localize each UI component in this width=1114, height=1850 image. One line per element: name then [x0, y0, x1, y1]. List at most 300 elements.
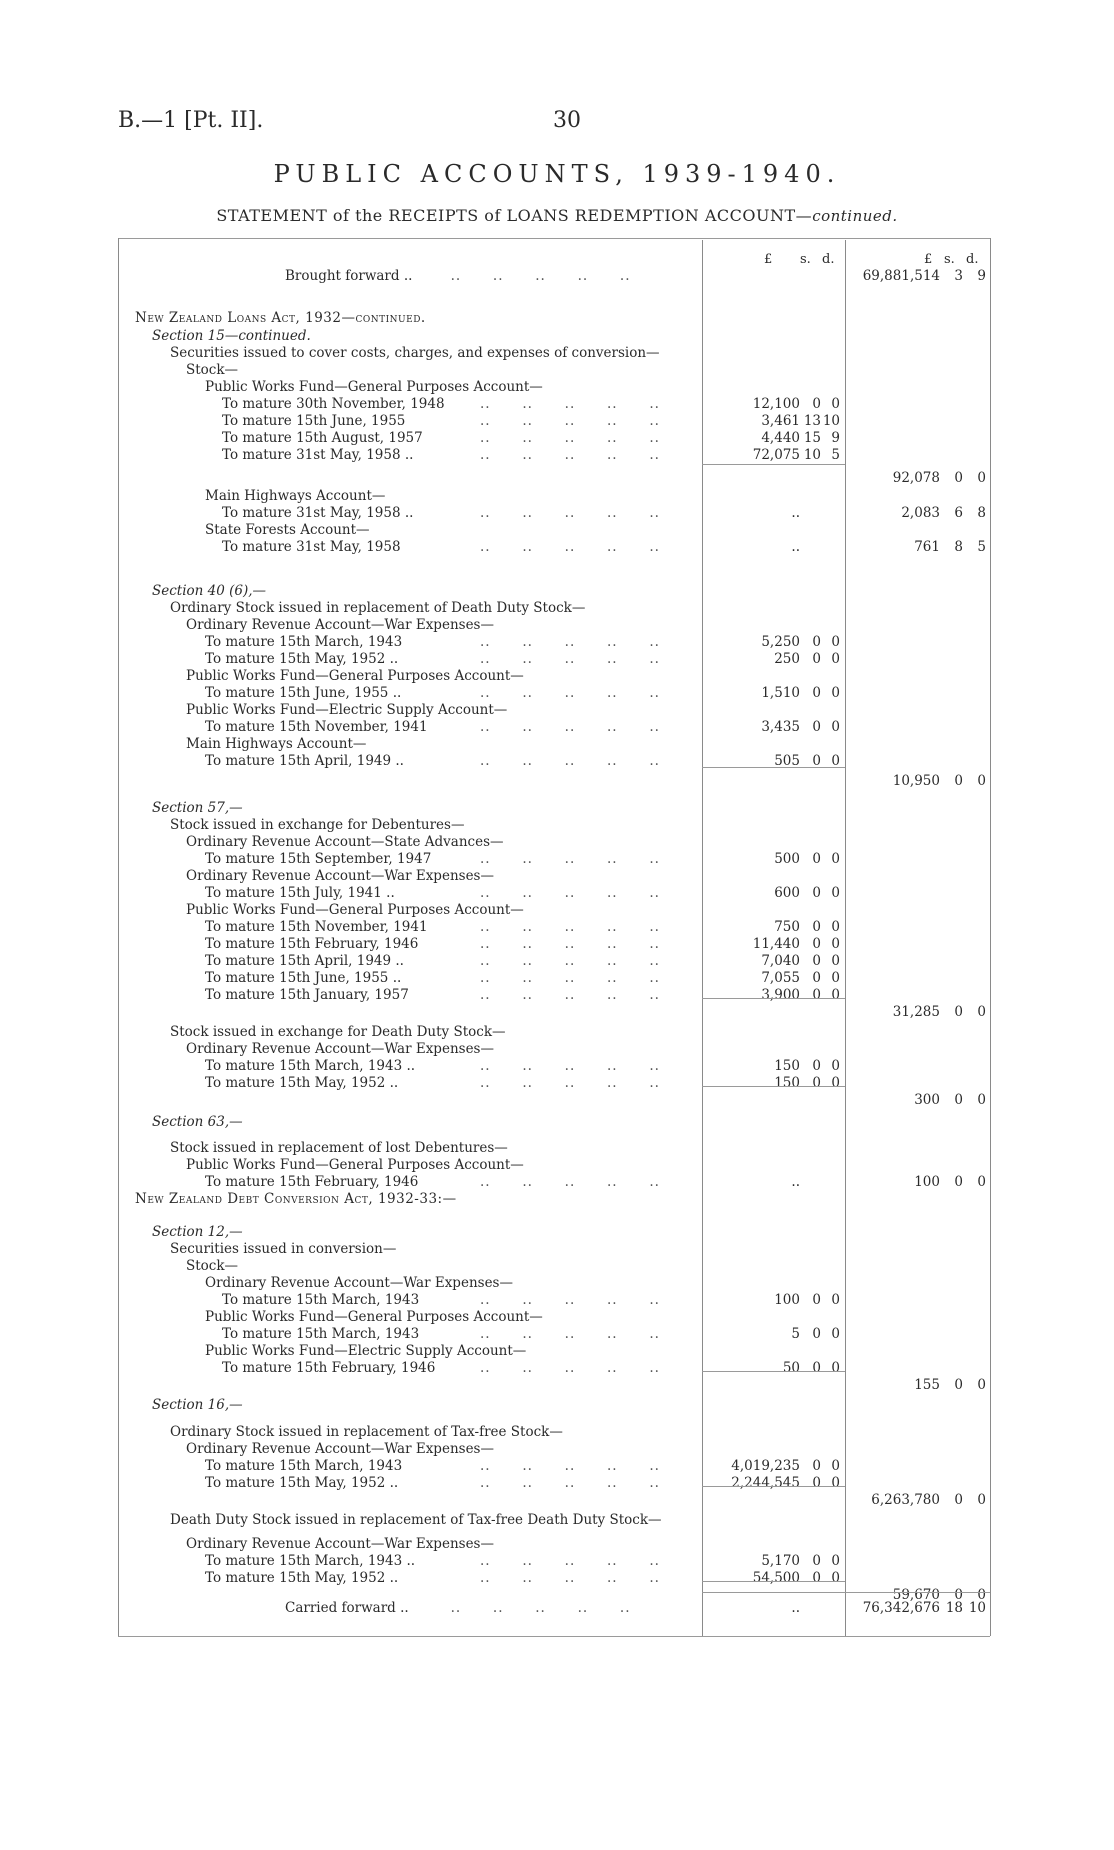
col1-pounds: ..: [791, 1174, 800, 1190]
col2-pounds: 300: [914, 1092, 940, 1108]
col1-pounds: 72,075: [752, 447, 800, 463]
col1-pounds: 11,440: [752, 936, 800, 952]
row-label: Ordinary Revenue Account—War Expenses—: [205, 1275, 513, 1291]
subtotal-rule: [702, 1086, 845, 1087]
col1-pounds: 50: [782, 1360, 800, 1376]
col1-shillings: 0: [812, 851, 821, 867]
col1-pounds: 3,435: [761, 719, 800, 735]
col2-pounds: 2,083: [901, 505, 940, 521]
col1-pounds: ..: [791, 539, 800, 555]
col1-shillings: 0: [812, 953, 821, 969]
row-label: Ordinary Stock issued in replacement of Tax-free Stock—: [170, 1424, 563, 1440]
leader-dots: .. .. .. .. ..: [480, 919, 660, 935]
ledger-row: [0, 970, 1114, 986]
leader-dots: .. .. .. .. ..: [440, 268, 631, 284]
row-label: To mature 15th June, 1955 ..: [205, 685, 402, 701]
col2-shillings: 0: [954, 1092, 963, 1108]
leader-dots: .. .. .. .. ..: [480, 396, 660, 412]
brought-forward-label: Brought forward ..: [285, 268, 413, 284]
ledger-row: [0, 1326, 1114, 1342]
ledger-row: [0, 668, 1114, 684]
col2-pounds: 155: [914, 1377, 940, 1393]
col1-pounds: 5,170: [761, 1553, 800, 1569]
brought-forward-shillings: 3: [954, 268, 963, 284]
col2-pounds: 31,285: [892, 1004, 940, 1020]
ledger-row: [0, 379, 1114, 395]
carried-forward-pence: 10: [968, 1600, 986, 1616]
leader-dots: .. .. .. .. ..: [480, 430, 660, 446]
col1-pence: 0: [831, 919, 840, 935]
col1-pounds: 7,040: [761, 953, 800, 969]
col1-shillings: 0: [812, 1292, 821, 1308]
ledger-row: [0, 488, 1114, 504]
row-label: To mature 15th March, 1943: [205, 1458, 403, 1474]
col2-pence: 5: [977, 539, 986, 555]
row-label: Public Works Fund—General Purposes Account—: [186, 668, 524, 684]
row-label: Ordinary Revenue Account—War Expenses—: [186, 617, 494, 633]
ledger-row: [0, 522, 1114, 538]
col1-pence: 0: [831, 987, 840, 1003]
col2-shillings: 8: [954, 539, 963, 555]
subtotal-row: [0, 470, 1114, 486]
col2-shillings: 0: [954, 1492, 963, 1508]
row-label: Section 12,—: [152, 1224, 243, 1240]
col1-shillings: 10: [803, 447, 821, 463]
ledger-row: [0, 1140, 1114, 1156]
col1-shillings: 0: [812, 1058, 821, 1074]
col2-pence: 0: [977, 1587, 986, 1603]
leader-dots: .. .. .. .. ..: [480, 413, 660, 429]
col1-pence: 0: [831, 1570, 840, 1586]
col2-shilling-header: s.: [944, 252, 955, 267]
ledger-row: [0, 1397, 1114, 1413]
col1-shillings: 0: [812, 970, 821, 986]
ledger-row: [0, 1157, 1114, 1173]
ledger-row: [0, 1570, 1114, 1586]
col1-pounds: 1,510: [761, 685, 800, 701]
col2-pounds: 761: [914, 539, 940, 555]
ledger-row: [0, 1475, 1114, 1491]
row-label: Death Duty Stock issued in replacement of Tax-free Death Duty Stock—: [170, 1512, 662, 1528]
col2-shillings: 6: [954, 505, 963, 521]
row-label: Section 57,—: [152, 800, 243, 816]
col2-pounds: 100: [914, 1174, 940, 1190]
col1-pence: 0: [831, 1058, 840, 1074]
ledger-row: [0, 1441, 1114, 1457]
col1-shillings: 0: [812, 936, 821, 952]
row-label: Public Works Fund—General Purposes Account—: [186, 902, 524, 918]
col2-pence: 8: [977, 505, 986, 521]
row-label: To mature 15th February, 1946: [205, 936, 419, 952]
subtotal-rule: [702, 1581, 845, 1582]
row-label: To mature 15th November, 1941: [205, 919, 428, 935]
ledger-row: [0, 413, 1114, 429]
statement-subtitle: [0, 206, 1114, 225]
ledger-row: [0, 1536, 1114, 1552]
col1-pence: 0: [831, 1553, 840, 1569]
col1-pence: 0: [831, 685, 840, 701]
col1-pounds: 3,900: [761, 987, 800, 1003]
ledger-row: [0, 1292, 1114, 1308]
ledger-row: [0, 987, 1114, 1003]
row-label: Public Works Fund—General Purposes Account—: [205, 379, 543, 395]
ledger-row: [0, 685, 1114, 701]
col1-shillings: 13: [803, 413, 821, 429]
col1-shillings: 0: [812, 1360, 821, 1376]
ledger-row: [0, 600, 1114, 616]
col1-pence: 9: [831, 430, 840, 446]
col1-shillings: 0: [812, 396, 821, 412]
leader-dots: .. .. .. .. ..: [480, 505, 660, 521]
leader-dots: .. .. .. .. ..: [480, 651, 660, 667]
ledger-row: [0, 936, 1114, 952]
col1-pence: 0: [831, 396, 840, 412]
col2-pounds: 10,950: [892, 773, 940, 789]
row-label: To mature 15th September, 1947: [205, 851, 432, 867]
col1-pounds: 100: [774, 1292, 800, 1308]
col1-pence: 5: [831, 447, 840, 463]
row-label: To mature 15th May, 1952 ..: [205, 1475, 399, 1491]
subtotal-row: [0, 1377, 1114, 1393]
row-label: Ordinary Revenue Account—War Expenses—: [186, 1536, 494, 1552]
col1-shillings: 0: [812, 634, 821, 650]
subtotal-row: [0, 773, 1114, 789]
ledger-row: [0, 1174, 1114, 1190]
subtotal-rule: [702, 767, 845, 768]
subtotal-rule: [702, 1371, 845, 1372]
leader-dots: .. .. .. .. ..: [480, 885, 660, 901]
row-label: New Zealand Debt Conversion Act, 1932-33:—: [135, 1191, 457, 1207]
col1-pence-header: d.: [822, 252, 835, 267]
col1-shillings: 0: [812, 1326, 821, 1342]
row-label: Public Works Fund—Electric Supply Account—: [205, 1343, 527, 1359]
subtotal-row: [0, 1092, 1114, 1108]
col1-pounds: 150: [774, 1075, 800, 1091]
row-label: To mature 15th March, 1943: [205, 634, 403, 650]
leader-dots: .. .. .. .. ..: [480, 1174, 660, 1190]
ledger-row: [0, 1512, 1114, 1528]
leader-dots: .. .. .. .. ..: [480, 1326, 660, 1342]
col1-shillings: 0: [812, 1458, 821, 1474]
ledger-row: [0, 328, 1114, 344]
leader-dots: .. .. .. .. ..: [480, 753, 660, 769]
carried-forward-shillings: 18: [945, 1600, 963, 1616]
subtotal-rule: [702, 998, 845, 999]
ledger-row: [0, 753, 1114, 769]
col1-pounds: 505: [774, 753, 800, 769]
col1-shillings: 0: [812, 1475, 821, 1491]
col1-pence: 0: [831, 1458, 840, 1474]
ledger-row: [0, 851, 1114, 867]
col1-shillings: 0: [812, 685, 821, 701]
ledger-row: [0, 834, 1114, 850]
row-label: Public Works Fund—General Purposes Account—: [186, 1157, 524, 1173]
col2-pence: 0: [977, 1377, 986, 1393]
ledger-row: [0, 1075, 1114, 1091]
row-label: Ordinary Stock issued in replacement of Death Duty Stock—: [170, 600, 586, 616]
col2-shillings: 0: [954, 773, 963, 789]
row-label: Stock issued in replacement of lost Debentures—: [170, 1140, 508, 1156]
col1-pounds: 600: [774, 885, 800, 901]
ledger-row: [0, 817, 1114, 833]
col1-pence: 0: [831, 851, 840, 867]
leader-dots: .. .. .. .. ..: [480, 987, 660, 1003]
ledger-row: [0, 583, 1114, 599]
ledger-row: [0, 634, 1114, 650]
col1-pounds: 5: [791, 1326, 800, 1342]
row-label: To mature 15th November, 1941: [205, 719, 428, 735]
row-label: To mature 15th February, 1946: [222, 1360, 436, 1376]
col1-pence: 0: [831, 634, 840, 650]
leader-dots: .. .. .. .. ..: [480, 685, 660, 701]
col2-pence-header: d.: [966, 252, 979, 267]
col2-shillings: 0: [954, 1174, 963, 1190]
ledger-row: [0, 736, 1114, 752]
ledger-row: [0, 953, 1114, 969]
col1-pence: 10: [822, 413, 840, 429]
ledger-row: [0, 1258, 1114, 1274]
ledger-row: [0, 1024, 1114, 1040]
ledger-row: [0, 1224, 1114, 1240]
ledger-row: [0, 430, 1114, 446]
ledger-row: [0, 651, 1114, 667]
leader-dots: .. .. .. .. ..: [480, 634, 660, 650]
row-label: To mature 31st May, 1958 ..: [222, 447, 414, 463]
carried-forward-row: [0, 1600, 1114, 1616]
col2-pence: 0: [977, 470, 986, 486]
table-bottom-rule: [118, 1636, 990, 1637]
leader-dots: .. .. .. .. ..: [480, 953, 660, 969]
row-label: To mature 15th August, 1957: [222, 430, 423, 446]
ledger-row: [0, 310, 1114, 326]
col2-shillings: 0: [954, 470, 963, 486]
col1-pounds: 2,244,545: [731, 1475, 800, 1491]
col1-pence: 0: [831, 1360, 840, 1376]
col1-shillings: 0: [812, 651, 821, 667]
row-label: To mature 15th January, 1957: [205, 987, 409, 1003]
row-label: To mature 15th June, 1955: [222, 413, 406, 429]
leader-dots: .. .. .. .. ..: [440, 1600, 631, 1616]
col1-pounds: 250: [774, 651, 800, 667]
col1-shillings: 0: [812, 919, 821, 935]
row-label: To mature 31st May, 1958 ..: [222, 505, 414, 521]
row-label: Section 16,—: [152, 1397, 243, 1413]
col2-shillings: 0: [954, 1004, 963, 1020]
ledger-row: [0, 1041, 1114, 1057]
leader-dots: .. .. .. .. ..: [480, 539, 660, 555]
row-label: To mature 15th March, 1943 ..: [205, 1058, 416, 1074]
col2-pounds: 6,263,780: [871, 1492, 940, 1508]
col2-shillings: 0: [954, 1377, 963, 1393]
row-label: Section 63,—: [152, 1114, 243, 1130]
ledger-row: [0, 800, 1114, 816]
ledger-row: [0, 1241, 1114, 1257]
table-top-rule: [118, 238, 990, 239]
row-label: To mature 15th May, 1952 ..: [205, 1570, 399, 1586]
col2-pounds: 92,078: [892, 470, 940, 486]
col1-shillings: 0: [812, 753, 821, 769]
subtotal-rule: [702, 1486, 845, 1487]
leader-dots: .. .. .. .. ..: [480, 1458, 660, 1474]
row-label: To mature 15th March, 1943: [222, 1292, 420, 1308]
col2-pence: 0: [977, 1004, 986, 1020]
document-reference: B.—1 [Pt. II].: [118, 108, 264, 133]
col1-pounds: 54,500: [752, 1570, 800, 1586]
subtotal-row: [0, 1004, 1114, 1020]
col1-pounds: 7,055: [761, 970, 800, 986]
col2-pence: 0: [977, 1174, 986, 1190]
col2-shillings: 0: [954, 1587, 963, 1603]
col2-pence: 0: [977, 773, 986, 789]
row-label: Ordinary Revenue Account—War Expenses—: [186, 1441, 494, 1457]
col1-pence: 0: [831, 953, 840, 969]
row-label: State Forests Account—: [205, 522, 370, 538]
col1-pounds: 500: [774, 851, 800, 867]
subtotal-row: [0, 1492, 1114, 1508]
carried-forward-pounds: 76,342,676: [862, 1600, 940, 1616]
leader-dots: .. .. .. .. ..: [480, 1075, 660, 1091]
page-number: 30: [553, 108, 581, 133]
ledger-row: [0, 447, 1114, 463]
col2-pence: 0: [977, 1492, 986, 1508]
row-label: To mature 30th November, 1948: [222, 396, 445, 412]
row-label: Section 40 (6),—: [152, 583, 267, 599]
ledger-row: [0, 396, 1114, 412]
page-title: PUBLIC ACCOUNTS, 1939-1940.: [273, 160, 841, 188]
row-label: Securities issued in conversion—: [170, 1241, 397, 1257]
ledger-row: [0, 868, 1114, 884]
col1-pence: 0: [831, 1292, 840, 1308]
ledger-row: [0, 702, 1114, 718]
ledger-row: [0, 539, 1114, 555]
row-label: Ordinary Revenue Account—War Expenses—: [186, 868, 494, 884]
row-label: To mature 15th May, 1952 ..: [205, 651, 399, 667]
ledger-row: [0, 902, 1114, 918]
col1-shillings: 0: [812, 1553, 821, 1569]
col1-pounds: 12,100: [752, 396, 800, 412]
col1-pence: 0: [831, 885, 840, 901]
row-label: Ordinary Revenue Account—State Advances—: [186, 834, 504, 850]
col1-shillings: 0: [812, 719, 821, 735]
brought-forward-row: [0, 268, 1114, 284]
col1-pounds: 4,440: [761, 430, 800, 446]
subtitle-continued: continued.: [812, 207, 898, 225]
ledger-row: [0, 1191, 1114, 1207]
col2-pounds: 59,670: [892, 1587, 940, 1603]
ledger-row: [0, 505, 1114, 521]
col1-pence: 0: [831, 936, 840, 952]
ledger-row: [0, 345, 1114, 361]
col2-pence: 0: [977, 1092, 986, 1108]
row-label: To mature 15th April, 1949 ..: [205, 753, 404, 769]
leader-dots: .. .. .. .. ..: [480, 1292, 660, 1308]
leader-dots: .. .. .. .. ..: [480, 851, 660, 867]
col1-shillings: 15: [803, 430, 821, 446]
row-label: Main Highways Account—: [186, 736, 367, 752]
ledger-row: [0, 1309, 1114, 1325]
row-label: Stock issued in exchange for Death Duty Stock—: [170, 1024, 506, 1040]
col1-shilling-header: s.: [800, 252, 811, 267]
brought-forward-pounds: 69,881,514: [862, 268, 940, 284]
col1-shillings: 0: [812, 987, 821, 1003]
ledger-row: [0, 1343, 1114, 1359]
row-label: Section 15—continued.: [152, 328, 311, 344]
row-label: Stock—: [186, 1258, 239, 1274]
subtitle-main: STATEMENT of the RECEIPTS of LOANS REDEMPTION ACCOUNT—: [216, 206, 813, 225]
ledger-row: [0, 617, 1114, 633]
row-label: Public Works Fund—General Purposes Account—: [205, 1309, 543, 1325]
col1-pence: 0: [831, 719, 840, 735]
leader-dots: .. .. .. .. ..: [480, 1553, 660, 1569]
leader-dots: .. .. .. .. ..: [480, 1570, 660, 1586]
ledger-row: [0, 1360, 1114, 1376]
row-label: Securities issued to cover costs, charges, and expenses of conversion—: [170, 345, 660, 361]
col1-pounds: 750: [774, 919, 800, 935]
col1-pence: 0: [831, 1075, 840, 1091]
col1-pence: 0: [831, 1475, 840, 1491]
ledger-row: [0, 1553, 1114, 1569]
row-label: To mature 15th May, 1952 ..: [205, 1075, 399, 1091]
carried-forward-col1: ..: [791, 1600, 800, 1616]
col1-pence: 0: [831, 753, 840, 769]
ledger-row: [0, 362, 1114, 378]
row-label: Main Highways Account—: [205, 488, 386, 504]
leader-dots: .. .. .. .. ..: [480, 1058, 660, 1074]
col1-pounds: ..: [791, 505, 800, 521]
ledger-row: [0, 1458, 1114, 1474]
brought-forward-pence: 9: [977, 268, 986, 284]
row-label: To mature 15th February, 1946: [205, 1174, 419, 1190]
leader-dots: .. .. .. .. ..: [480, 1360, 660, 1376]
col1-pound-header: £: [764, 252, 773, 267]
col1-pence: 0: [831, 651, 840, 667]
row-label: Ordinary Revenue Account—War Expenses—: [186, 1041, 494, 1057]
col1-pence: 0: [831, 970, 840, 986]
leader-dots: .. .. .. .. ..: [480, 1475, 660, 1491]
row-label: Stock—: [186, 362, 239, 378]
col1-pounds: 5,250: [761, 634, 800, 650]
ledger-row: [0, 719, 1114, 735]
row-label: To mature 15th April, 1949 ..: [205, 953, 404, 969]
row-label: To mature 15th June, 1955 ..: [205, 970, 402, 986]
col1-pounds: 3,461: [761, 413, 800, 429]
ledger-row: [0, 1424, 1114, 1440]
ledger-row: [0, 1114, 1114, 1130]
leader-dots: .. .. .. .. ..: [480, 970, 660, 986]
ledger-row: [0, 1275, 1114, 1291]
carried-forward-rule: [702, 1592, 990, 1593]
row-label: To mature 31st May, 1958: [222, 539, 401, 555]
row-label: Public Works Fund—Electric Supply Account—: [186, 702, 508, 718]
carried-forward-label: Carried forward ..: [285, 1600, 409, 1616]
leader-dots: .. .. .. .. ..: [480, 719, 660, 735]
row-label: To mature 15th March, 1943: [222, 1326, 420, 1342]
row-label: New Zealand Loans Act, 1932—continued.: [135, 310, 426, 326]
col2-pound-header: £: [924, 252, 933, 267]
col1-shillings: 0: [812, 885, 821, 901]
leader-dots: .. .. .. .. ..: [480, 936, 660, 952]
subtotal-rule: [702, 464, 845, 465]
col1-shillings: 0: [812, 1075, 821, 1091]
row-label: Stock issued in exchange for Debentures—: [170, 817, 465, 833]
leader-dots: .. .. .. .. ..: [480, 447, 660, 463]
ledger-row: [0, 885, 1114, 901]
row-label: To mature 15th March, 1943 ..: [205, 1553, 416, 1569]
ledger-row: [0, 919, 1114, 935]
row-label: To mature 15th July, 1941 ..: [205, 885, 395, 901]
col1-pence: 0: [831, 1326, 840, 1342]
col1-pounds: 4,019,235: [731, 1458, 800, 1474]
